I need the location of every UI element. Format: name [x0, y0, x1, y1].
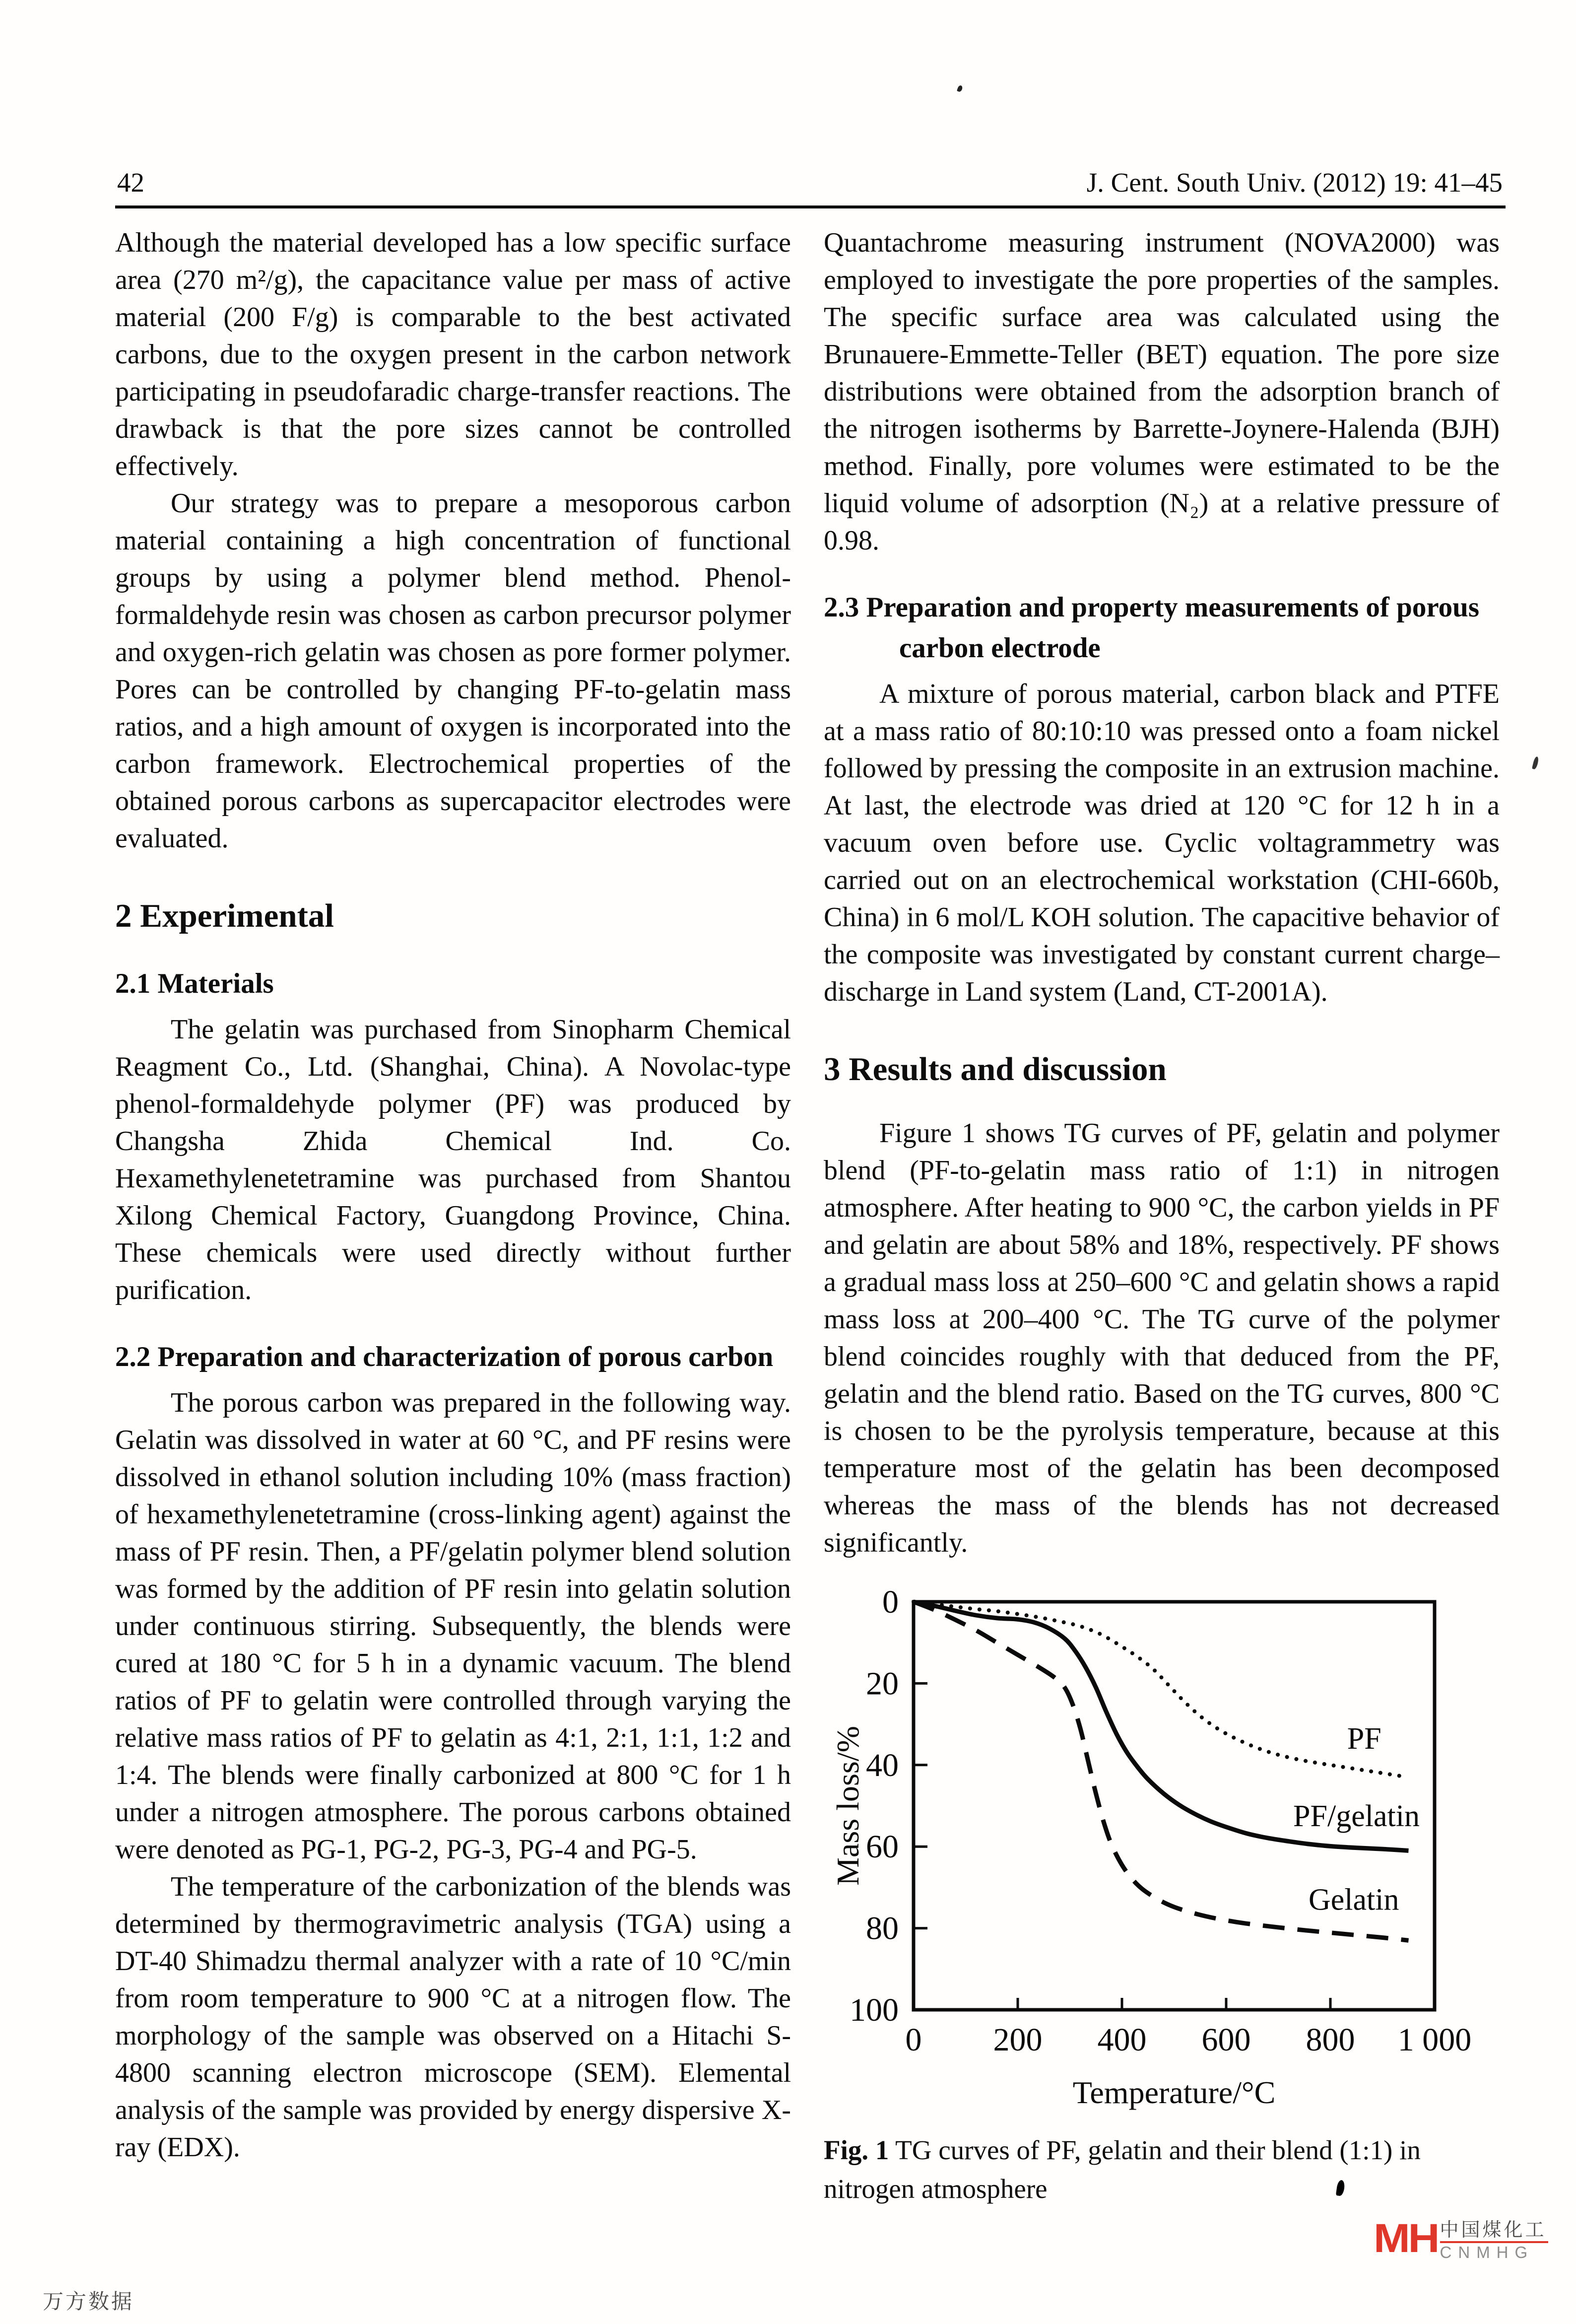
svg-text:0: 0: [905, 2022, 922, 2058]
svg-text:800: 800: [1306, 2022, 1355, 2058]
publisher-logo-english: CNMHG: [1440, 2243, 1534, 2261]
watermark-text: 万方数据: [43, 2289, 134, 2314]
tg-curves-chart: [824, 1584, 1509, 2118]
publisher-logo-text: [1440, 2220, 1548, 2261]
svg-text:0: 0: [882, 1584, 899, 1620]
subsection-heading-materials: 2.1 Materials: [115, 968, 274, 999]
figure-1: [824, 1584, 1500, 2208]
page-header: [115, 167, 1503, 203]
paragraph: A mixture of porous material, carbon black and PTFE at a mass ratio of 80:10:10 was pressed onto a foam nickel followed by pressing the composite in an extrusion machine. At last, the electrode was dried at 120 °C for 12 h in a vacuum oven before use. Cyclic voltagrammetry was carried out on an electrochemical workstation (CHI-660b, China) in 6 mol/L KOH solution. The capacitive behavior of the composite was investigated by constant current charge–discharge in Land system (Land, CT-2001A).: [824, 679, 1500, 1007]
figure-caption-text: TG curves of PF, gelatin and their blend (1:1) in nitrogen atmosphere: [824, 2135, 1421, 2204]
ink-speck: [957, 85, 963, 92]
svg-text:40: 40: [866, 1747, 899, 1783]
publisher-logo: [1374, 2216, 1548, 2261]
svg-text:80: 80: [866, 1910, 899, 1947]
section-heading-results: 3 Results and discussion: [824, 1051, 1167, 1088]
paragraph: Quantachrome measuring instrument (NOVA2000) was employed to investigate the pore properties of the samples. The specific surface area was calculated using the Brunauere-Emmette-Teller (BET) equation. The pore size distributions were obtained from the adsorption branch of the nitrogen isotherms by Barrette-Joynere-Halenda (BJH) method. Finally, pore volumes were estimated to be the liquid volume of adsorption (N₂) at a relative pressure of 0.98.: [824, 227, 1500, 556]
journal-reference: J. Cent. South Univ. (2012) 19: 41–45: [1086, 167, 1503, 198]
paragraph: Our strategy was to prepare a mesoporous carbon material containing a high concentration of functional groups by using a polymer blend method. Phenol-formaldehyde resin was chosen as carbon precursor polymer and oxygen-rich gelatin was chosen as pore former polymer. Pores can be controlled by changing PF-to-gelatin mass ratios, and a high amount of oxygen is incorporated into the carbon framework. Electrochemical properties of the obtained porous carbons as supercapacitor electrodes were evaluated.: [115, 488, 791, 854]
paragraph: The porous carbon was prepared in the following way. Gelatin was dissolved in water at 60 °C, and PF resins were dissolved in ethanol solution including 10% (mass fraction) of hexamethylenetetramine (cross-linking agent) against the mass of PF resin. Then, a PF/gelatin polymer blend solution was formed by the addition of PF resin into gelatin solution under continuous stirring. Subsequently, the blends were cured at 180 °C for 5 h in a dynamic vacuum. The blend ratios of PF to gelatin were controlled through varying the relative mass ratios of PF to gelatin as 4:1, 2:1, 1:1, 1:2 and 1:4. The blends were finally carbonized at 800 °C for 1 h under a nitrogen atmosphere. The porous carbons obtained were denoted as PG-1, PG-2, PG-3, PG-4 and PG-5.: [115, 1387, 791, 1865]
figure-caption: [824, 2131, 1500, 2208]
svg-text:200: 200: [993, 2022, 1043, 2058]
paragraph: The gelatin was purchased from Sinopharm Chemical Reagment Co., Ltd. (Shanghai, China). A Novolac-type phenol-formaldehyde polymer (PF) was produced by Changsha Zhida Chemical Ind. Co. Hexamethylenetetramine was purchased from Shantou Xilong Chemical Factory, Guangdong Province, China. These chemicals were used directly without further purification.: [115, 1014, 791, 1305]
svg-text:100: 100: [850, 1992, 899, 2028]
svg-text:400: 400: [1097, 2022, 1147, 2058]
svg-text:PF/gelatin: PF/gelatin: [1293, 1799, 1420, 1834]
subsection-heading-preparation: 2.2 Preparation and characterization of porous carbon: [115, 1341, 774, 1372]
subsection-heading-electrode: 2.3 Preparation and property measurements of porous carbon electrode: [824, 592, 1480, 664]
page-number: 42: [117, 167, 144, 198]
paragraph: The temperature of the carbonization of the blends was determined by thermogravimetric analysis (TGA) using a DT-40 Shimadzu thermal analyzer with a rate of 10 °C/min from room temperature to 900 °C at a nitrogen flow. The morphology of the sample was observed on a Hitachi S-4800 scanning electron microscope (SEM). Elemental analysis of the sample was provided by energy dispersive X-ray (EDX).: [115, 1871, 791, 2163]
svg-text:Temperature/°C: Temperature/°C: [1072, 2075, 1276, 2110]
svg-text:1 000: 1 000: [1397, 2022, 1472, 2058]
publisher-logo-mark: MH: [1374, 2216, 1438, 2261]
ink-speck: [1532, 756, 1539, 769]
svg-text:60: 60: [866, 1829, 899, 1865]
svg-text:600: 600: [1201, 2022, 1251, 2058]
publisher-logo-chinese: 中国煤化工: [1440, 2219, 1547, 2241]
section-heading-experimental: 2 Experimental: [115, 897, 334, 934]
left-column: [115, 224, 791, 2166]
header-rule: [115, 205, 1506, 208]
svg-text:Mass loss/%: Mass loss/%: [830, 1726, 865, 1886]
paragraph: Figure 1 shows TG curves of PF, gelatin and polymer blend (PF-to-gelatin mass ratio of 1:1) in nitrogen atmosphere. After heating to 900 °C, the carbon yields in PF and gelatin are about 58% and 18%, respectively. PF shows a gradual mass loss at 250–600 °C and gelatin shows a rapid mass loss at 200–400 °C. The TG curve of the polymer blend coincides roughly with that deduced from the PF, gelatin and the blend ratio. Based on the TG curves, 800 °C is chosen to be the pyrolysis temperature, because at this temperature most of the gelatin has been decomposed whereas the mass of the blends has not decreased significantly.: [824, 1118, 1500, 1558]
svg-text:20: 20: [866, 1665, 899, 1702]
right-column: [824, 224, 1500, 2208]
svg-text:Gelatin: Gelatin: [1309, 1883, 1399, 1917]
figure-caption-label: Fig. 1: [824, 2135, 889, 2165]
paragraph: Although the material developed has a low specific surface area (270 m²/g), the capacitance value per mass of active material (200 F/g) is comparable to the best activated carbons, due to the oxygen present in the carbon network participating in pseudofaradic charge-transfer reactions. The drawback is that the pore sizes cannot be controlled effectively.: [115, 227, 791, 481]
svg-text:PF: PF: [1347, 1721, 1381, 1756]
